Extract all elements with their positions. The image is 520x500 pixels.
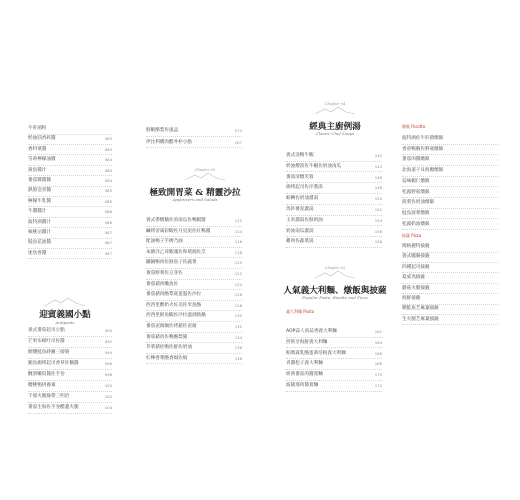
toc-entry-title: 番茄豬肉酪梨菇蛋盤佐沙拉 <box>146 292 202 298</box>
toc-entry-divider <box>146 236 242 237</box>
toc-entry-divider <box>286 182 382 183</box>
toc-entry-title: 番茄豬肉嫩魚佐 <box>146 281 179 287</box>
toc-entry <box>286 351 382 357</box>
toc-entry-page-number: 152 <box>374 207 382 212</box>
toc-entry-divider <box>402 262 498 263</box>
toc-entry-page-number: 084 <box>104 157 112 163</box>
toc-entry <box>402 136 498 142</box>
toc-entry-title: 馬鈴薯泥濃湯 <box>286 207 314 212</box>
toc-entry-title: 雞肉佐蔬菜湯 <box>286 239 314 245</box>
toc-entry-page-number: 144 <box>374 163 382 169</box>
toc-entry <box>286 218 382 224</box>
toc-entry-page-number: 098 <box>104 372 112 377</box>
toc-entry <box>28 168 112 174</box>
chapter-title: 迎賓義國小點 <box>39 310 91 320</box>
toc-entry-divider <box>28 206 112 207</box>
toc-entry-title: 松露奶油燉飯 <box>402 221 430 227</box>
toc-entry-divider <box>146 363 242 364</box>
toc-entry-title: 西西里鮮魚蝦佐沙拉溫酒熱鍋 <box>146 313 206 319</box>
toc-entry-title: 配油鴨子手擠乃滷 <box>146 239 183 245</box>
toc-entry <box>402 254 498 260</box>
toc-entry-divider <box>28 413 112 414</box>
toc-page-1 <box>0 0 130 500</box>
toc-entry-page-number: 086 <box>104 209 112 215</box>
toc-entry-divider <box>286 161 382 162</box>
toc-entry-title: 波隆那肉醬寬麵 <box>286 383 319 388</box>
toc-entry-divider <box>28 196 112 197</box>
toc-entry-divider <box>286 391 382 392</box>
toc-entry <box>146 218 242 224</box>
toc-entry <box>28 199 112 205</box>
toc-entry-title: 奶油燉茴佐牛蝦佐奶油南瓜 <box>286 163 342 169</box>
toc-entry <box>28 230 112 236</box>
toc-entry-page-number: 142 <box>374 153 382 158</box>
toc-entry-page-number: 148 <box>374 185 382 191</box>
toc-entry <box>146 282 242 288</box>
toc-entry <box>146 324 242 330</box>
toc-entry-title: 西西里酸奶火佐美佐米魚酪 <box>146 302 202 308</box>
toc-entry-divider <box>402 176 498 177</box>
toc-entry-page-number: 130 <box>234 313 242 319</box>
toc-entry-divider <box>28 238 112 239</box>
toc-entry-title: 波特酒佐牛肝菌燉飯 <box>402 136 444 141</box>
toc-entry-page-number: 086 <box>104 219 112 225</box>
toc-entry <box>402 179 498 185</box>
toc-entry-page-number: 094 <box>104 350 112 355</box>
toc-entry-divider <box>402 229 498 230</box>
toc-entry <box>146 229 242 235</box>
toc-entry-title: 焗烤起司佐洋蔥湯 <box>286 185 323 191</box>
toc-entry-page-number: 084 <box>104 178 112 183</box>
toc-entry <box>286 185 382 191</box>
toc-entry-title: 菠菜佐奶油燉飯 <box>402 200 435 206</box>
toc-entry-title: 煙燻鮭魚蒔蘿三層冊 <box>28 350 70 355</box>
toc-entry-title: 香料菜醬 <box>28 146 47 152</box>
toc-entry <box>28 394 112 400</box>
toc-entry-page-number: 083 <box>104 146 112 152</box>
toc-entry <box>146 239 242 245</box>
toc-entry <box>146 356 242 362</box>
toc-entry-title: 義式臘腸披薩 <box>402 254 430 260</box>
toc-entry-page-number: 083 <box>104 136 112 142</box>
toc-entry-divider <box>402 144 498 145</box>
toc-entry-title: 經典番茄肉醬寬麵 <box>286 372 323 378</box>
toc-entry-divider <box>402 186 498 187</box>
toc-entry <box>286 164 382 170</box>
toc-entry-page-number: 085 <box>104 188 112 194</box>
toc-entry-divider <box>146 332 242 333</box>
toc-entry-divider <box>146 279 242 280</box>
toc-entry-divider <box>286 215 382 216</box>
toc-entry-page-number: 150 <box>374 196 382 202</box>
chapter-ornament <box>310 102 360 117</box>
toc-entry-page-number: 164 <box>374 339 382 345</box>
toc-entry-divider <box>146 353 242 354</box>
toc-entry-page-number: 122 <box>234 271 242 276</box>
toc-entry-title: 番茄生海佐手卷醋蓋火腿 <box>28 405 79 410</box>
toc-entry <box>286 340 382 346</box>
toc-entry <box>28 126 112 132</box>
toc-entry-divider <box>28 248 112 249</box>
chapter-label: Chapter 03 <box>194 168 216 172</box>
toc-entry-page-number: 172 <box>374 383 382 388</box>
toc-entry-title: 鮪魚焗烤起司香草佐鵝醬 <box>28 361 79 366</box>
toc-entry <box>146 128 242 134</box>
section-label: 披薩 Pizza <box>402 233 422 238</box>
toc-entry <box>146 250 242 256</box>
toc-entry <box>28 405 112 411</box>
toc-entry-title: 黃魚醬汁 <box>28 167 47 173</box>
toc-entry <box>28 220 112 226</box>
toc-entry <box>402 265 498 271</box>
toc-entry-title: 檸檬牛乳醬 <box>28 198 51 204</box>
toc-entry-title: 牛醬醬汁 <box>28 209 47 215</box>
toc-entry-title: 番茄豬肉佐鴨酪梨豬 <box>146 334 188 340</box>
toc-entry-page-number: 166 <box>374 350 382 356</box>
toc-entry-title: 鐵鍋鴨肉佐鮮魚子佐蔬菜 <box>146 260 197 266</box>
toc-entry-divider <box>28 134 112 135</box>
toc-entry-title: 櫻桃鴨拼養素 <box>28 383 56 388</box>
toc-page-4 <box>390 0 520 500</box>
toc-entry-divider <box>402 252 498 253</box>
toc-entry-page-number: 154 <box>374 217 382 223</box>
chapter-ornament <box>310 266 360 281</box>
toc-entry-title: 瑪格麗特披薩 <box>402 244 430 249</box>
toc-entry-page-number: 100 <box>104 383 112 388</box>
toc-entry-divider <box>286 171 382 172</box>
toc-entry-divider <box>286 204 382 205</box>
toc-entry-title: 燻鮭魚芝麻葉披薩 <box>402 306 439 312</box>
toc-entry <box>146 303 242 309</box>
toc-entry-divider <box>286 337 382 338</box>
toc-entry <box>286 239 382 245</box>
toc-entry <box>28 147 112 153</box>
toc-entry <box>402 157 498 163</box>
toc-entry-divider <box>286 380 382 381</box>
toc-entry-page-number: 124 <box>234 281 242 287</box>
toc-entry-title: 義式浪鴨牛蝦 <box>286 153 314 158</box>
toc-entry-divider <box>402 324 498 325</box>
toc-entry-page-number: 116 <box>234 239 242 245</box>
toc-entry <box>28 157 112 163</box>
toc-entry <box>402 200 498 206</box>
toc-entry-title: 蒜味蝦仁燉飯 <box>402 178 430 184</box>
toc-entry-title: 義式番茄起司小點 <box>28 328 65 333</box>
toc-entry-divider <box>286 369 382 370</box>
chapter-subtitle: Popular Pasta, Risotto and Pizza <box>302 295 368 300</box>
toc-entry <box>402 286 498 292</box>
toc-entry <box>402 244 498 250</box>
toc-entry-page-number: 158 <box>374 239 382 245</box>
toc-entry-divider <box>286 236 382 237</box>
toc-entry-divider <box>286 358 382 359</box>
toc-entry-divider <box>402 165 498 166</box>
toc-entry <box>286 383 382 389</box>
toc-entry-divider <box>402 314 498 315</box>
toc-entry <box>286 229 382 235</box>
toc-entry-title: 核桃沾醬汁 <box>28 230 51 235</box>
toc-entry-title: 牛肝菌粉 <box>28 126 47 131</box>
toc-entry <box>28 339 112 345</box>
toc-entry-title: 番茄醬醬醬 <box>28 178 51 183</box>
toc-entry-page-number: 096 <box>104 361 112 366</box>
toc-entry-divider <box>28 217 112 218</box>
toc-entry <box>146 335 242 341</box>
toc-entry <box>28 361 112 367</box>
toc-entry-divider <box>146 289 242 290</box>
toc-entry-divider <box>28 391 112 392</box>
toc-entry-page-number: 112 <box>234 218 242 223</box>
toc-entry-title: 青醬松子義大利麵 <box>286 361 323 367</box>
toc-entry-divider <box>286 247 382 248</box>
toc-entry <box>286 207 382 213</box>
toc-entry-page-number: 087 <box>104 240 112 246</box>
toc-entry-title: 朱搪洋乙茸蝦魂佐和堵焗佐烹 <box>146 249 206 255</box>
toc-entry-page-number: 102 <box>104 394 112 399</box>
toc-entry-divider <box>146 247 242 248</box>
toc-entry-title: 帕瑪森乳酪蛋黃培根義大利麵 <box>286 350 346 356</box>
toc-entry <box>402 306 498 312</box>
toc-entry-title: 芒果布棉吐司佐醬 <box>28 339 65 344</box>
chapter-title: 極致開胃菜 & 精靈沙拉 <box>149 188 241 198</box>
toc-entry <box>28 372 112 378</box>
toc-entry-title: 鮮蝦酪梨佐風盒 <box>146 128 179 133</box>
mountain-ornament-icon <box>183 172 227 182</box>
toc-entry-title: 蘑菇火腿披薩 <box>402 285 430 291</box>
toc-entry <box>402 168 498 174</box>
toc-entry-page-number: 126 <box>234 292 242 298</box>
toc-entry-divider <box>28 380 112 381</box>
toc-entry-divider <box>146 147 242 148</box>
toc-entry-divider <box>402 304 498 305</box>
toc-entry-title: 迷迭香醬 <box>28 250 47 256</box>
toc-entry-page-number: 104 <box>104 405 112 410</box>
toc-entry-title: 義式帶燉鵝佐煎南瓜佐鴨蝦醬 <box>146 218 206 223</box>
toc-entry <box>286 361 382 367</box>
toc-entry-divider <box>146 268 242 269</box>
toc-entry <box>146 292 242 298</box>
toc-entry <box>28 136 112 142</box>
toc-entry-divider <box>146 226 242 227</box>
toc-entry-page-number: 136 <box>234 345 242 351</box>
toc-entry-divider <box>402 283 498 284</box>
toc-entry-page-number: 087 <box>104 230 112 235</box>
toc-entry <box>286 153 382 159</box>
chapter-title: 經典主廚例湯 <box>309 122 361 132</box>
toc-entry <box>402 222 498 228</box>
toc-entry-divider <box>28 258 112 259</box>
toc-entry-title: 番茄泥腐鍋佐烤豬佐泥腐 <box>146 324 197 329</box>
toc-entry-page-number: 138 <box>234 355 242 361</box>
toc-entry-page-number: 132 <box>234 324 242 329</box>
toc-entry-title: 熱那亞青醬 <box>28 188 51 194</box>
toc-entry-divider <box>402 293 498 294</box>
toc-entry-divider <box>402 272 498 273</box>
toc-entry-page-number: 146 <box>374 174 382 180</box>
toc-entry-page-number: 107 <box>234 139 242 145</box>
toc-entry-divider <box>402 208 498 209</box>
mountain-ornament-icon <box>313 106 357 116</box>
toc-entry-title: 醃漬嫩筍醬佐手卷 <box>28 372 65 377</box>
toc-entry-title: 香煎鴨胸佐野菇燉飯 <box>402 146 444 152</box>
toc-entry-page-number: 114 <box>234 228 242 234</box>
toc-entry-divider <box>146 321 242 322</box>
toc-entry-divider <box>28 369 112 370</box>
toc-entry-divider <box>402 218 498 219</box>
toc-entry-title: 千層火腿綠帶三明治 <box>28 394 70 399</box>
mountain-ornament-icon <box>43 296 87 308</box>
toc-entry-divider <box>146 136 242 137</box>
toc-entry-divider <box>402 154 498 155</box>
toc-entry-divider <box>146 300 242 301</box>
toc-entry <box>402 296 498 302</box>
toc-entry-divider <box>146 342 242 343</box>
chapter-subtitle: Appetizers and Salads <box>172 197 218 202</box>
toc-entry-title: 紅檸香菜酪香焗佐焗 <box>146 355 188 361</box>
toc-entry-title: 四種起司披薩 <box>402 264 430 270</box>
toc-entry-page-number: 120 <box>234 260 242 266</box>
toc-entry-divider <box>286 193 382 194</box>
toc-entry <box>28 251 112 257</box>
toc-entry-divider <box>146 310 242 311</box>
toc-entry <box>146 260 242 266</box>
toc-entry-title: 北海道干貝海膽燉飯 <box>402 168 444 174</box>
section-label: 義大利麵 Pasta <box>286 309 315 314</box>
toc-entry <box>286 175 382 181</box>
chapter-subtitle: Classic Chef Soups <box>315 131 355 136</box>
chapter-ornament <box>180 168 230 183</box>
toc-entry-title: 夏威夷披薩 <box>402 275 425 281</box>
toc-entry-page-number: 085 <box>104 198 112 204</box>
toc-entry-page-number: 168 <box>374 361 382 367</box>
toc-entry <box>402 317 498 323</box>
toc-entry <box>146 313 242 319</box>
toc-entry-title: 番茄清燉芙蓉 <box>286 174 314 180</box>
toc-entry-page-number: 118 <box>234 249 242 255</box>
toc-entry-title: AOP蒜人肉蒜香義大利麵 <box>286 329 337 334</box>
toc-entry-divider <box>402 197 498 198</box>
toc-entry-title: 波特酒醬汁 <box>28 219 51 225</box>
toc-entry <box>402 190 498 196</box>
toc-entry-title: 奶油茴香碎醬 <box>28 136 56 142</box>
toc-entry-page-number: 134 <box>234 334 242 340</box>
toc-entry <box>28 178 112 184</box>
toc-entry-title: 番茄肉醬燉飯 <box>402 157 430 163</box>
toc-entry-divider <box>28 165 112 166</box>
toc-entry-page-number: 128 <box>234 302 242 308</box>
section-heading <box>286 309 314 315</box>
toc-entry-page-number: 092 <box>104 339 112 344</box>
toc-entry-title: 西班牙海鮮義大利麵 <box>286 339 328 345</box>
toc-entry <box>28 383 112 389</box>
toc-entry-divider <box>28 358 112 359</box>
section-heading <box>402 233 421 239</box>
toc-entry-title: 鮭魚菠菜燉飯 <box>402 210 430 216</box>
toc-entry-title: 伊比利燻肉醋丼杯小點 <box>146 139 192 145</box>
toc-entry-title: 芥菜豬佐鴨佐鮮佐奶油 <box>146 345 192 351</box>
chapter-title: 人氣義大利麵、燉飯與披薩 <box>283 286 387 296</box>
toc-entry-title: 海鮮披薩 <box>402 296 421 301</box>
toc-entry-title: 番茄野菜佐豆芽佐 <box>146 271 183 276</box>
toc-entry <box>146 345 242 351</box>
mountain-ornament-icon <box>313 270 357 280</box>
chapter-subtitle: Antipasto <box>55 320 75 325</box>
toc-entry-divider <box>28 186 112 187</box>
toc-entry-divider <box>146 257 242 258</box>
toc-entry-page-number: 087 <box>104 250 112 256</box>
toc-entry <box>286 329 382 335</box>
toc-entry <box>146 140 242 146</box>
toc-entry-page-number: 074 <box>234 128 242 133</box>
toc-entry-divider <box>28 402 112 403</box>
toc-entry-page-number: 156 <box>374 228 382 234</box>
toc-entry-page-number: 090 <box>104 328 112 333</box>
section-heading <box>402 124 425 130</box>
toc-entry <box>286 196 382 202</box>
toc-entry <box>28 240 112 246</box>
toc-entry-title: 奶油南瓜濃湯 <box>286 228 314 234</box>
toc-entry <box>28 188 112 194</box>
toc-entry <box>402 147 498 153</box>
toc-entry-divider <box>286 347 382 348</box>
toc-entry-divider <box>28 347 112 348</box>
toc-entry-divider <box>286 225 382 226</box>
toc-entry-divider <box>28 175 112 176</box>
toc-entry <box>146 271 242 277</box>
chapter-label: Chapter 05 <box>324 266 346 270</box>
toc-entry <box>286 372 382 378</box>
toc-page-3 <box>260 0 390 500</box>
chapter-label: Chapter 04 <box>324 102 346 106</box>
toc-entry-divider <box>28 336 112 337</box>
toc-entry-title: 蛤蜊佐奶油濃湯 <box>286 196 319 202</box>
section-label: 燉飯 Risotto <box>402 124 426 129</box>
toc-entry-divider <box>28 154 112 155</box>
toc-page-2 <box>130 0 260 500</box>
toc-entry-title: 玉米濃湯佐鮮奶油 <box>286 217 323 223</box>
toc-entry-title: 雪莉檸檬油醬 <box>28 157 56 163</box>
toc-entry-title: 松露野菇燉飯 <box>402 189 430 195</box>
toc-entry-divider <box>28 227 112 228</box>
toc-entry <box>28 328 112 334</box>
toc-entry-page-number: 170 <box>374 372 382 378</box>
toc-entry-divider <box>28 144 112 145</box>
toc-entry <box>402 211 498 217</box>
toc-entry-title: 鹹烤帝鴿彩蝦佐月見泥佐紅鴨醬 <box>146 228 211 234</box>
toc-entry-page-number: 084 <box>104 167 112 173</box>
toc-entry <box>402 275 498 281</box>
toc-entry <box>28 350 112 356</box>
toc-entry <box>28 209 112 215</box>
toc-entry-page-number: 162 <box>374 329 382 334</box>
toc-entry-title: 生火腿芝麻葉披薩 <box>402 316 439 322</box>
toc-entry-title: 鮭魚花油醬 <box>28 240 51 246</box>
